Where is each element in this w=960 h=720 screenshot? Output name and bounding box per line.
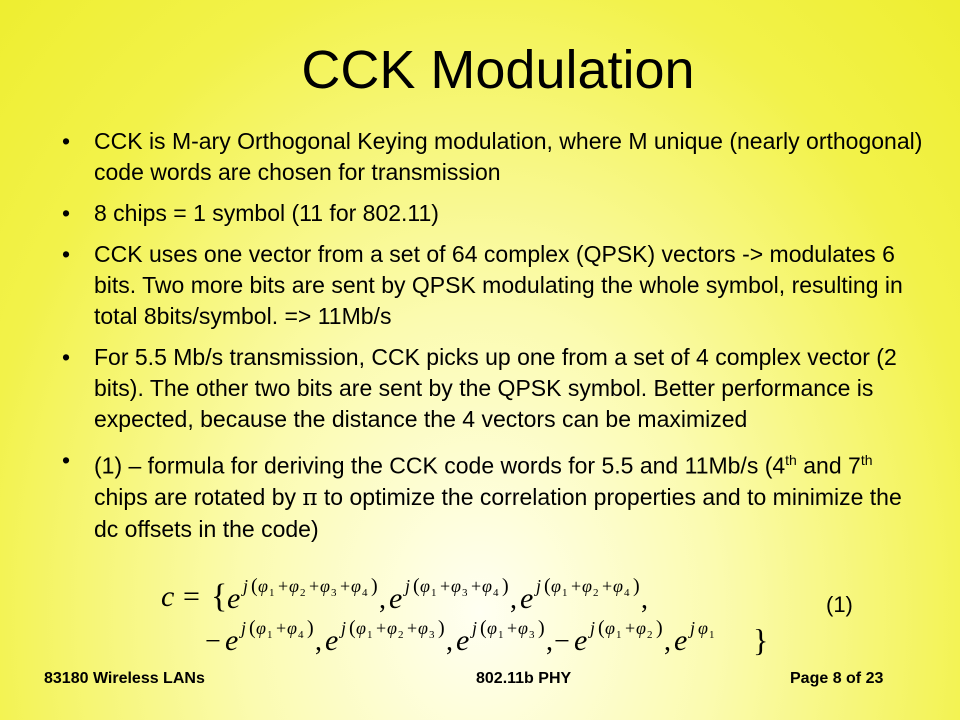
formula-comma: , xyxy=(664,626,671,657)
formula-phi: φ xyxy=(613,576,623,596)
formula-j: j xyxy=(341,618,347,638)
formula-phi: φ xyxy=(420,576,430,596)
formula-phi: φ xyxy=(387,618,397,638)
slide-title: CCK Modulation xyxy=(301,40,695,100)
formula-phi: φ xyxy=(451,576,461,596)
formula-exp-base: e xyxy=(520,582,534,615)
formula-exp-base: e xyxy=(456,624,470,657)
bullet-item xyxy=(60,445,930,545)
bullet-text: CCK is M-ary Orthogonal Keying modulation, where M unique (nearly orthogonal) code words are chosen for transmission xyxy=(94,128,923,185)
formula-phi: φ xyxy=(287,618,297,638)
formula-phi: φ xyxy=(320,576,330,596)
bullet-marker: • xyxy=(62,344,71,370)
bullet-marker: • xyxy=(62,128,71,154)
formula-subscript: 1 xyxy=(616,629,622,641)
formula-symbol: ) xyxy=(307,617,314,639)
formula-j: j xyxy=(241,618,247,638)
formula-subscript: 1 xyxy=(431,587,437,599)
bullet-item xyxy=(60,126,930,188)
formula-symbol: ) xyxy=(502,576,509,597)
formula-symbol: ) xyxy=(538,617,545,639)
formula-j: j xyxy=(472,618,478,638)
formula-symbol: + xyxy=(571,576,582,596)
formula-line-1 xyxy=(161,576,648,615)
bullet-item xyxy=(60,198,930,229)
formula-exp-base: e xyxy=(227,582,241,615)
bullet-item xyxy=(60,239,930,332)
formula-j: j xyxy=(690,618,696,638)
formula-subscript: 3 xyxy=(429,629,435,641)
bullet-list xyxy=(60,126,930,555)
formula-symbol: + xyxy=(471,576,482,596)
formula-phi: φ xyxy=(256,618,266,638)
bullet-text: 8 chips = 1 symbol (11 for 802.11) xyxy=(94,200,439,226)
bullet-marker: • xyxy=(62,447,71,473)
formula-phi: φ xyxy=(289,576,299,596)
formula-subscript: 1 xyxy=(498,629,504,641)
formula-symbol: + xyxy=(440,576,451,596)
formula-symbol: + xyxy=(278,576,289,596)
formula-phi: φ xyxy=(418,618,428,638)
formula-symbol: ( xyxy=(413,576,420,597)
formula-subscript: 2 xyxy=(647,629,653,641)
bullet-text: For 5.5 Mb/s transmission, CCK picks up one from a set of 4 complex vector (2 bits). The other two bits are sent by the QPSK symbol. Better performance is expected, because the distance the 4 vectors can be maximized xyxy=(94,344,897,432)
footer-page-number: Page 8 of 23 xyxy=(790,670,884,687)
formula-phi: φ xyxy=(518,618,528,638)
formula-subscript: 1 xyxy=(562,587,568,599)
formula-phi: φ xyxy=(482,576,492,596)
formula-j: j xyxy=(405,576,411,596)
formula-symbol: ) xyxy=(633,576,640,597)
bullet-marker: • xyxy=(62,200,71,226)
formula-number: (1) xyxy=(826,592,853,617)
formula-comma: , xyxy=(546,626,553,657)
formula-symbol: ( xyxy=(251,576,258,597)
formula-lhs: c xyxy=(161,580,175,613)
formula-subscript: 4 xyxy=(493,587,499,599)
formula-comma: , xyxy=(510,584,517,615)
formula-open-brace: { xyxy=(211,578,228,615)
formula-symbol: + xyxy=(625,618,636,638)
formula-symbol: + xyxy=(602,576,613,596)
formula-exp-base: e xyxy=(225,624,239,657)
formula-j: j xyxy=(536,576,542,596)
formula-symbol: + xyxy=(376,618,387,638)
bullet-item xyxy=(60,342,930,435)
cck-codeword-formula xyxy=(155,576,795,658)
bullet-text: and 7 xyxy=(796,452,861,479)
formula-symbol: ( xyxy=(544,576,551,597)
formula-exp-base: e xyxy=(389,582,403,615)
formula-phi: φ xyxy=(356,618,366,638)
formula-subscript: 4 xyxy=(362,587,368,599)
formula-j: j xyxy=(243,576,249,596)
formula-subscript: 1 xyxy=(367,629,373,641)
bullet-text: to optimize the correlation properties and to minimize the dc offsets in the code) xyxy=(94,483,902,542)
bullet-marker: • xyxy=(62,241,71,267)
footer-topic: 802.11b PHY xyxy=(476,670,572,687)
formula-symbol: ) xyxy=(656,617,663,639)
formula-subscript: 1 xyxy=(267,629,273,641)
formula-symbol: ( xyxy=(480,617,487,639)
formula-subscript: 1 xyxy=(269,587,275,599)
formula-phi: φ xyxy=(487,618,497,638)
bullet-text: CCK uses one vector from a set of 64 complex (QPSK) vectors -> modulates 6 bits. Two more bits are sent by QPSK modulating the whole symbol, resulting in total 8bits/symbol. => 11Mb/s xyxy=(94,241,903,329)
formula-phi: φ xyxy=(351,576,361,596)
formula-symbol: ) xyxy=(438,617,445,639)
formula-phi: φ xyxy=(582,576,592,596)
formula-phi: φ xyxy=(551,576,561,596)
formula-subscript: 2 xyxy=(593,587,599,599)
formula-subscript: 3 xyxy=(462,587,468,599)
formula-j: j xyxy=(590,618,596,638)
footer-course: 83180 Wireless LANs xyxy=(44,670,205,687)
formula-subscript: 2 xyxy=(300,587,306,599)
formula-minus: − xyxy=(205,626,221,657)
formula-subscript: 2 xyxy=(398,629,404,641)
formula-symbol: ( xyxy=(349,617,356,639)
formula-line-2 xyxy=(205,617,768,658)
formula-comma: , xyxy=(641,584,648,615)
formula-phi: φ xyxy=(605,618,615,638)
formula-symbol: + xyxy=(309,576,320,596)
formula-symbol: ( xyxy=(598,617,605,639)
formula-symbol: ( xyxy=(249,617,256,639)
superscript: th xyxy=(785,452,797,468)
formula-subscript: 4 xyxy=(624,587,630,599)
formula-exp-base: e xyxy=(574,624,588,657)
formula-comma: , xyxy=(446,626,453,657)
formula-close-brace: } xyxy=(753,622,769,658)
formula-symbol: + xyxy=(340,576,351,596)
formula-exp-base: e xyxy=(674,624,688,657)
formula-symbol: + xyxy=(407,618,418,638)
bullet-text: (1) – formula for deriving the CCK code words for 5.5 and 11Mb/s (4 xyxy=(94,452,786,479)
formula-phi: φ xyxy=(698,618,708,638)
formula-subscript: 1 xyxy=(709,629,715,641)
formula-symbol: + xyxy=(276,618,287,638)
formula-phi: φ xyxy=(636,618,646,638)
formula-comma: , xyxy=(315,626,322,657)
formula-symbol: + xyxy=(507,618,518,638)
formula-symbol: ) xyxy=(371,576,378,597)
formula-subscript: 3 xyxy=(331,587,337,599)
bullet-text: chips are rotated by xyxy=(94,483,303,510)
formula-minus: − xyxy=(554,626,570,657)
pi-symbol: π xyxy=(302,484,318,511)
formula-exp-base: e xyxy=(325,624,339,657)
formula-comma: , xyxy=(379,584,386,615)
superscript: th xyxy=(860,452,873,468)
formula-subscript: 4 xyxy=(298,629,304,641)
formula-phi: φ xyxy=(258,576,268,596)
formula-subscript: 3 xyxy=(529,629,535,641)
formula-equals: = xyxy=(183,580,200,613)
